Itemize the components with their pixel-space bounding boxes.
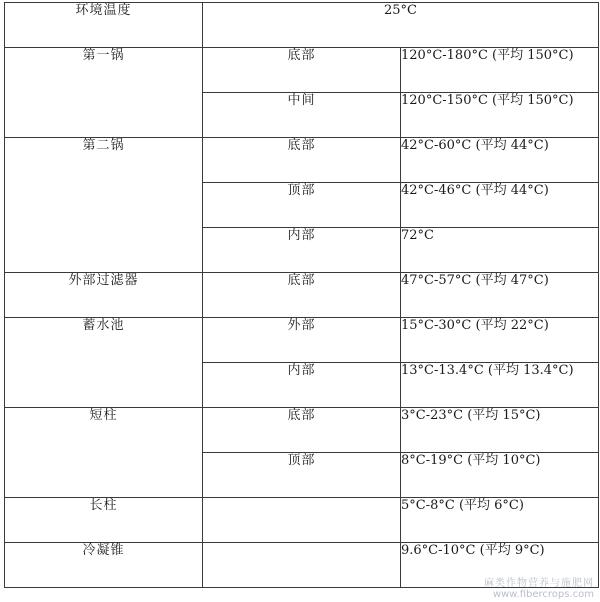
part-cell: 顶部 <box>203 183 401 228</box>
table-row <box>5 138 599 183</box>
env-temp-value: 25°C <box>203 3 599 48</box>
temp-cell: 120°C-180°C (平均 150°C) <box>401 48 599 93</box>
part-cell: 底部 <box>203 138 401 183</box>
group-cell-pot-1: 第一锅 <box>5 48 203 138</box>
temp-cell: 5°C-8°C (平均 6°C) <box>401 498 599 543</box>
group-cell-condenser-cone: 冷凝锥 <box>5 543 203 588</box>
table-row <box>5 408 599 453</box>
header-row <box>5 3 599 48</box>
temperature-table <box>4 2 599 588</box>
group-cell-short-column: 短柱 <box>5 408 203 498</box>
table-row <box>5 318 599 363</box>
temp-cell: 72°C <box>401 228 599 273</box>
table-row <box>5 273 599 318</box>
watermark <box>484 578 594 600</box>
part-cell: 顶部 <box>203 453 401 498</box>
temp-cell: 42°C-60°C (平均 44°C) <box>401 138 599 183</box>
watermark-site-name: 麻类作物营养与施肥网 <box>484 578 594 589</box>
group-cell-external-filter: 外部过滤器 <box>5 273 203 318</box>
part-cell: 中间 <box>203 93 401 138</box>
table-row <box>5 48 599 93</box>
temp-cell: 120°C-150°C (平均 150°C) <box>401 93 599 138</box>
watermark-url: www.fibercrops.com <box>492 589 594 600</box>
temp-cell: 47°C-57°C (平均 47°C) <box>401 273 599 318</box>
table-row <box>5 498 599 543</box>
part-cell: 外部 <box>203 318 401 363</box>
part-cell: 内部 <box>203 363 401 408</box>
part-cell: 底部 <box>203 273 401 318</box>
temp-cell: 3°C-23°C (平均 15°C) <box>401 408 599 453</box>
part-cell: 底部 <box>203 48 401 93</box>
group-cell-long-column: 长柱 <box>5 498 203 543</box>
part-cell: 底部 <box>203 408 401 453</box>
temp-cell: 13°C-13.4°C (平均 13.4°C) <box>401 363 599 408</box>
temp-cell: 42°C-46°C (平均 44°C) <box>401 183 599 228</box>
group-cell-pot-2: 第二锅 <box>5 138 203 273</box>
temp-cell: 9.6°C-10°C (平均 9°C) <box>401 543 599 588</box>
part-cell <box>203 498 401 543</box>
temp-cell: 8°C-19°C (平均 10°C) <box>401 453 599 498</box>
group-cell-reservoir: 蓄水池 <box>5 318 203 408</box>
temp-cell: 15°C-30°C (平均 22°C) <box>401 318 599 363</box>
part-cell <box>203 543 401 588</box>
part-cell: 内部 <box>203 228 401 273</box>
env-temp-label: 环境温度 <box>5 3 203 48</box>
